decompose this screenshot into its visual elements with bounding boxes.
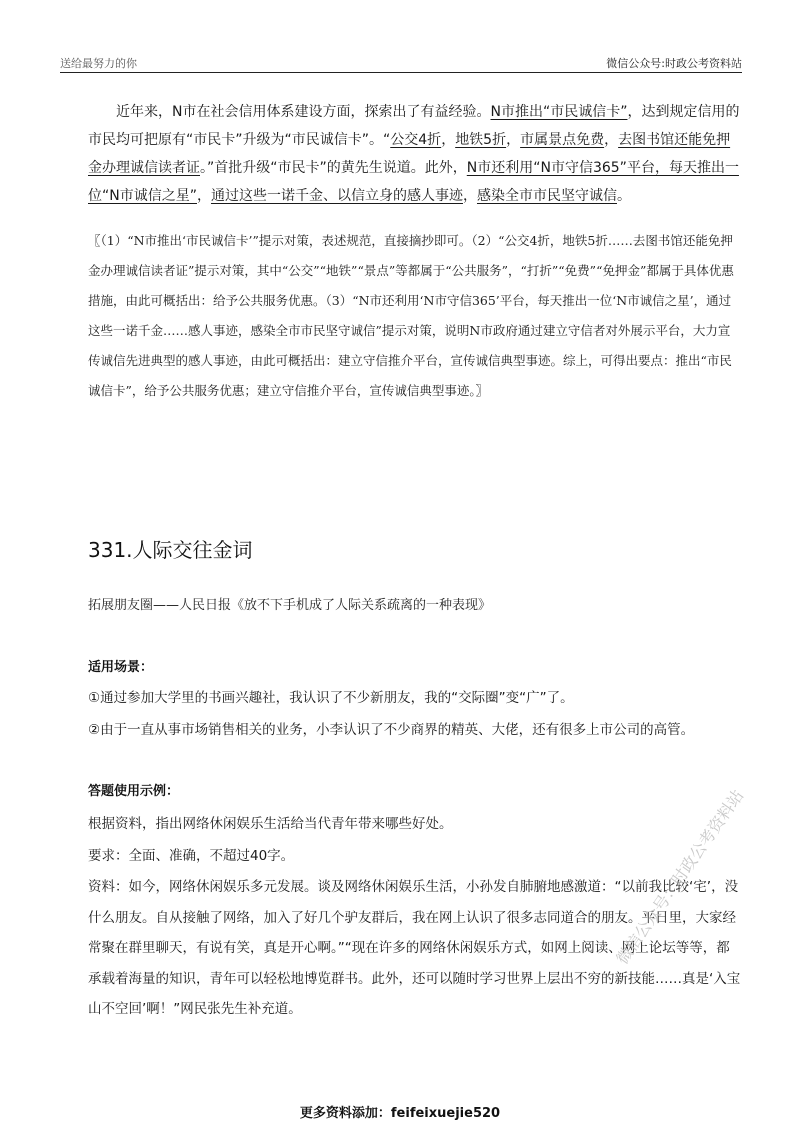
passage-text: 近年来，N市在社会信用体系建设方面，探索出了有益经验。: [116, 104, 491, 120]
passage-text: ，: [196, 188, 211, 204]
footer-text: 更多资料添加：feifeixuejie520: [299, 1106, 501, 1121]
underlined-phrase: 通过这些一诺千金、以信立身的感人事迹: [210, 188, 463, 204]
passage-paragraph: [88, 98, 740, 210]
underlined-phrase: 去图书馆还能免押金办理诚信读者证: [88, 132, 731, 176]
passage-text: ，: [506, 132, 521, 148]
scenario-item: ①通过参加大学里的书画兴趣社，我认识了不少新朋友，我的“交际圈”变“广”了。: [88, 690, 574, 706]
passage-text: 。: [616, 188, 631, 204]
passage-text: ，: [441, 132, 456, 148]
passage-text: ，: [604, 132, 619, 148]
passage-text: 。”首批升级“市民卡”的黄先生说道。此外，: [200, 160, 467, 176]
underlined-phrase: N市推出“市民诚信卡”: [490, 104, 628, 120]
underlined-phrase: 市属景点免费: [520, 132, 605, 148]
header-right-text: 微信公众号:时政公考资料站: [606, 57, 742, 70]
passage-text: ，达到规定信用的市民均可把原有“市民卡”升级为“市民诚信卡”。“: [88, 104, 740, 148]
scenario-item: ②由于一直从事市场销售相关的业务，小李认识了不少商界的精英、大佬，还有很多上市公司的高管。: [88, 722, 695, 738]
answer-commentary: 〖（1）“N市推出‘市民诚信卡’”提示对策，表述规范，直接摘抄即可。（2）“公交4折，地铁5折……去图书馆还能免押金办理诚信读者证”提示对策，其中“公交”“地铁”“景点”等都属于“公共服务”，“打折”“免费”“免押金”都属于具体优惠措施，由此可概括出：给予公共服务优惠。（3）“N市还利用‘N市守信365’平台，每天推出一位‘N市诚信之星’，通过这些一诺千金……感人事迹，感染全市市民坚守诚信”提示对策，说明N市政府通过建立守信者对外展示平台，大力宣传诚信先进典型的感人事迹，由此可概括出：建立守信推介平台，宣传诚信典型事迹。综上，可得出要点：推出“市民诚信卡”，给予公共服务优惠；建立守信推介平台，宣传诚信典型事迹。〗: [88, 233, 734, 398]
underlined-phrase: 地铁5折: [455, 132, 507, 148]
underlined-phrase: 感染全市市民坚守诚信: [476, 188, 617, 204]
underlined-phrase: N市还利用“N市守信365”平台，每天推出一位“N市诚信之星”: [88, 160, 739, 204]
header-left-text: 送给最努力的你: [60, 57, 137, 70]
watermark: 微信公众号：时政公考资料站: [612, 786, 748, 968]
section-title: 331.人际交往金词: [88, 538, 253, 562]
question-text: 根据资料，指出网络休闲娱乐生活给当代青年带来哪些好处。: [88, 816, 453, 832]
page-header: [60, 52, 742, 73]
passage-text: ，: [462, 188, 477, 204]
material-text: 资料：如今，网络休闲娱乐多元发展。谈及网络休闲娱乐生活，小孙发自肺腑地感激道：“以前我比较‘宅’，没什么朋友。自从接触了网络，加入了好几个驴友群后，我在网上认识了很多志同道合的朋友。平日里，大家经常聚在群里聊天，有说有笑，真是开心啊。”“现在许多的网络休闲娱乐方式，如网上阅读、网上论坛等等，都承载着海量的知识，青年可以轻松地博览群书。此外，还可以随时学习世界上层出不穷的新技能……真是‘入宝山不空回’啊！”网民张先生补充道。: [88, 879, 741, 1017]
scenarios-label: 适用场景：: [88, 660, 154, 675]
section-subtitle: 拓展朋友圈——人民日报《放不下手机成了人际关系疏离的一种表现》: [88, 598, 492, 613]
underlined-phrase: 公交4折: [390, 132, 442, 148]
requirement-text: 要求：全面、准确，不超过40字。: [88, 848, 295, 864]
example-label: 答题使用示例：: [88, 784, 180, 799]
